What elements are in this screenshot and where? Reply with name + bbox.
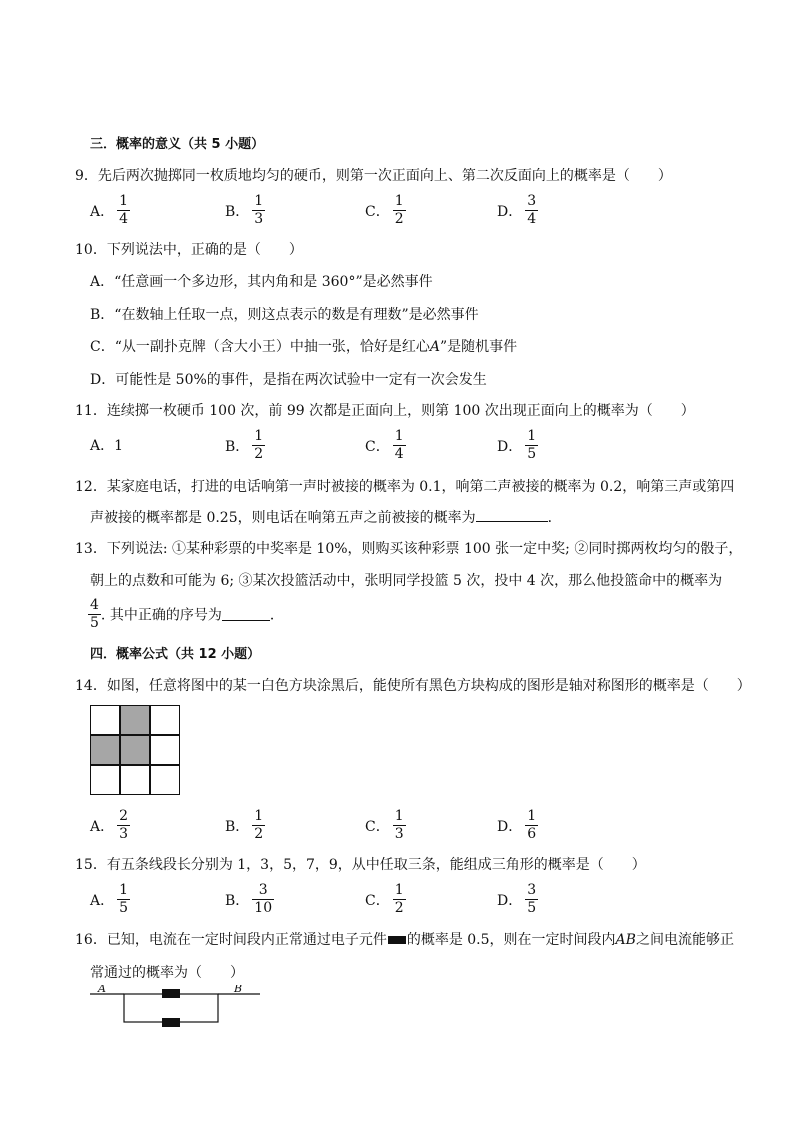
q13-line-1: 13．下列说法: ①某种彩票的中奖率是 10%，则购买该种彩票 100 张一定中奖; ②同时掷两枚均匀的骰子，	[75, 541, 743, 557]
numerator: 1	[394, 193, 404, 209]
option-label: A．	[90, 818, 115, 835]
denominator: 5	[527, 900, 537, 916]
numerator: 4	[90, 597, 99, 613]
q9-option-c	[365, 193, 406, 228]
option-label: B．	[225, 892, 250, 909]
numerator: 1	[254, 193, 264, 209]
component-bottom	[162, 1018, 180, 1027]
answer-blank	[476, 509, 548, 522]
option-label: C．	[365, 892, 390, 909]
numerator: 1	[394, 808, 404, 824]
fraction	[117, 193, 130, 228]
fraction	[393, 808, 406, 843]
grid-cell-shaded	[120, 705, 150, 735]
option-label: C．	[365, 818, 390, 835]
option-label: B．	[225, 203, 250, 220]
numerator: 1	[119, 882, 129, 898]
circuit-svg	[90, 985, 270, 1033]
q11-option-d	[497, 428, 538, 463]
grid-cell-shaded	[120, 735, 150, 765]
q16-line-2: 常通过的概率为（ ）	[90, 965, 244, 981]
option-label: B．	[225, 438, 250, 455]
fraction	[393, 882, 406, 917]
numerator: 3	[527, 882, 537, 898]
numerator: 1	[119, 193, 129, 209]
q16-line-1	[75, 929, 734, 949]
numerator: 3	[252, 882, 274, 900]
parallel-circuit-diagram	[90, 985, 270, 1037]
q14-option-c	[365, 808, 406, 843]
fraction	[252, 428, 265, 463]
q13-line-3-text: . 其中正确的序号为	[100, 607, 222, 624]
option-label: C．	[365, 438, 390, 455]
fraction	[252, 882, 274, 917]
fraction	[525, 882, 538, 917]
fraction	[525, 808, 538, 843]
q14-option-d	[497, 808, 538, 843]
numerator: 1	[394, 882, 404, 898]
fraction	[393, 193, 406, 228]
numerator: 1	[254, 428, 264, 444]
q10-option-c	[90, 336, 517, 356]
q10-stem: 10．下列说法中，正确的是（ ）	[75, 242, 303, 258]
q15-option-a	[90, 882, 130, 917]
numerator: 3	[527, 193, 537, 209]
denominator: 2	[394, 900, 404, 916]
q11-option-b	[225, 428, 265, 463]
denominator: 5	[527, 446, 537, 462]
q14-stem: 14．如图，任意将图中的某一白色方块涂黑后，能使所有黑色方块构成的图形是轴对称图形的概率是（ ）	[75, 678, 751, 694]
answer-blank	[222, 608, 270, 621]
component-top	[162, 989, 180, 998]
option-label: D．	[497, 818, 523, 835]
electronic-component-icon	[388, 936, 406, 944]
denominator: 10	[254, 900, 273, 916]
denominator: 4	[394, 446, 404, 462]
denominator: 4	[119, 211, 129, 227]
denominator: 5	[119, 900, 129, 916]
denominator: 3	[394, 826, 404, 842]
fraction	[525, 193, 538, 228]
option-label: D．	[497, 203, 523, 220]
q12-end: ．	[547, 510, 562, 526]
section-4-title: 四．概率公式（共 12 小题）	[90, 647, 261, 662]
q10-c-post: ”是随机事件	[440, 339, 518, 355]
fraction	[393, 428, 406, 463]
option-label: A．	[90, 203, 115, 220]
q11-option-c	[365, 428, 406, 463]
grid-cell-white	[150, 735, 180, 765]
option-label: D．	[497, 438, 523, 455]
denominator: 5	[90, 615, 99, 631]
option-label: D．	[497, 892, 523, 909]
denominator: 4	[527, 211, 537, 227]
q9-option-d	[497, 193, 538, 228]
q10-option-b: B．“在数轴上任取一点，则这点表示的数是有理数”是必然事件	[90, 307, 479, 323]
fraction	[88, 597, 101, 632]
grid-cell-white	[90, 705, 120, 735]
option-label: A．	[90, 892, 115, 909]
q15-option-b	[225, 882, 274, 917]
fraction	[525, 428, 538, 463]
grid-cell-white	[90, 765, 120, 795]
q9-option-a	[90, 193, 130, 228]
denominator: 3	[119, 826, 129, 842]
option-label: C．	[365, 203, 390, 220]
numerator: 1	[254, 808, 264, 824]
denominator: 2	[254, 826, 264, 842]
q11-option-a: A．1	[90, 438, 124, 454]
grid-cell-white	[120, 765, 150, 795]
q13-end: ．	[269, 607, 284, 624]
denominator: 3	[254, 211, 264, 227]
q14-option-a	[90, 808, 130, 843]
grid-cell-white	[150, 705, 180, 735]
q16-line-1-pre: 16．已知，电流在一定时间段内正常通过电子元件	[75, 932, 387, 948]
numerator: 1	[527, 808, 537, 824]
q16-line-1-mid: 的概率是 0.5，则在一定时间段内	[406, 932, 616, 948]
section-3-title: 三．概率的意义（共 5 小题）	[90, 137, 265, 152]
q13-line-2: 朝上的点数和可能为 6; ③某次投篮活动中，张明同学投篮 5 次，投中 4 次，那么他投篮命中的概率为	[90, 573, 723, 589]
q10-option-a: A．“任意画一个多边形，其内角和是 360°”是必然事件	[90, 274, 433, 290]
fraction	[252, 808, 265, 843]
grid-cell-white	[150, 765, 180, 795]
q12-line-2-text: 声被接的概率都是 0.25，则电话在响第五声之前被接的概率为	[90, 510, 476, 526]
q14-option-b	[225, 808, 265, 843]
option-label: B．	[225, 818, 250, 835]
fraction	[117, 882, 130, 917]
denominator: 6	[527, 826, 537, 842]
fraction	[117, 808, 130, 843]
numerator: 2	[119, 808, 129, 824]
numerator: 1	[527, 428, 537, 444]
q15-option-c	[365, 882, 406, 917]
denominator: 2	[394, 211, 404, 227]
q15-stem: 15．有五条线段长分别为 1，3，5，7，9，从中任取三条，能组成三角形的概率是（ ）	[75, 857, 646, 873]
label-b: B	[234, 985, 243, 995]
grid-cell-shaded	[90, 735, 120, 765]
q10-c-var: A	[429, 339, 440, 355]
denominator: 2	[254, 446, 264, 462]
q16-var-ab: AB	[615, 932, 636, 948]
fraction	[252, 193, 265, 228]
q12-line-1: 12．某家庭电话，打进的电话响第一声时被接的概率为 0.1，响第二声被接的概率为 0.2，响第三声或第四	[75, 479, 735, 495]
q10-option-d: D．可能性是 50%的事件，是指在两次试验中一定有一次会发生	[90, 372, 487, 388]
q12-line-2	[90, 507, 562, 527]
label-a: A	[98, 985, 106, 995]
q13-line-3	[88, 597, 284, 632]
q9-option-b	[225, 193, 265, 228]
numerator: 1	[394, 428, 404, 444]
q15-option-d	[497, 882, 538, 917]
q11-stem: 11．连续掷一枚硬币 100 次，前 99 次都是正面向上，则第 100 次出现正面向上的概率为（ ）	[75, 403, 695, 419]
q16-line-1-post: 之间电流能够正	[635, 932, 734, 948]
parallel-loop	[124, 994, 218, 1022]
q9-stem: 9．先后两次抛掷同一枚质地均匀的硬币，则第一次正面向上、第二次反面向上的概率是（ ）	[75, 168, 672, 184]
q10-c-pre: C．“从一副扑克牌（含大小王）中抽一张，恰好是红心	[90, 339, 430, 355]
